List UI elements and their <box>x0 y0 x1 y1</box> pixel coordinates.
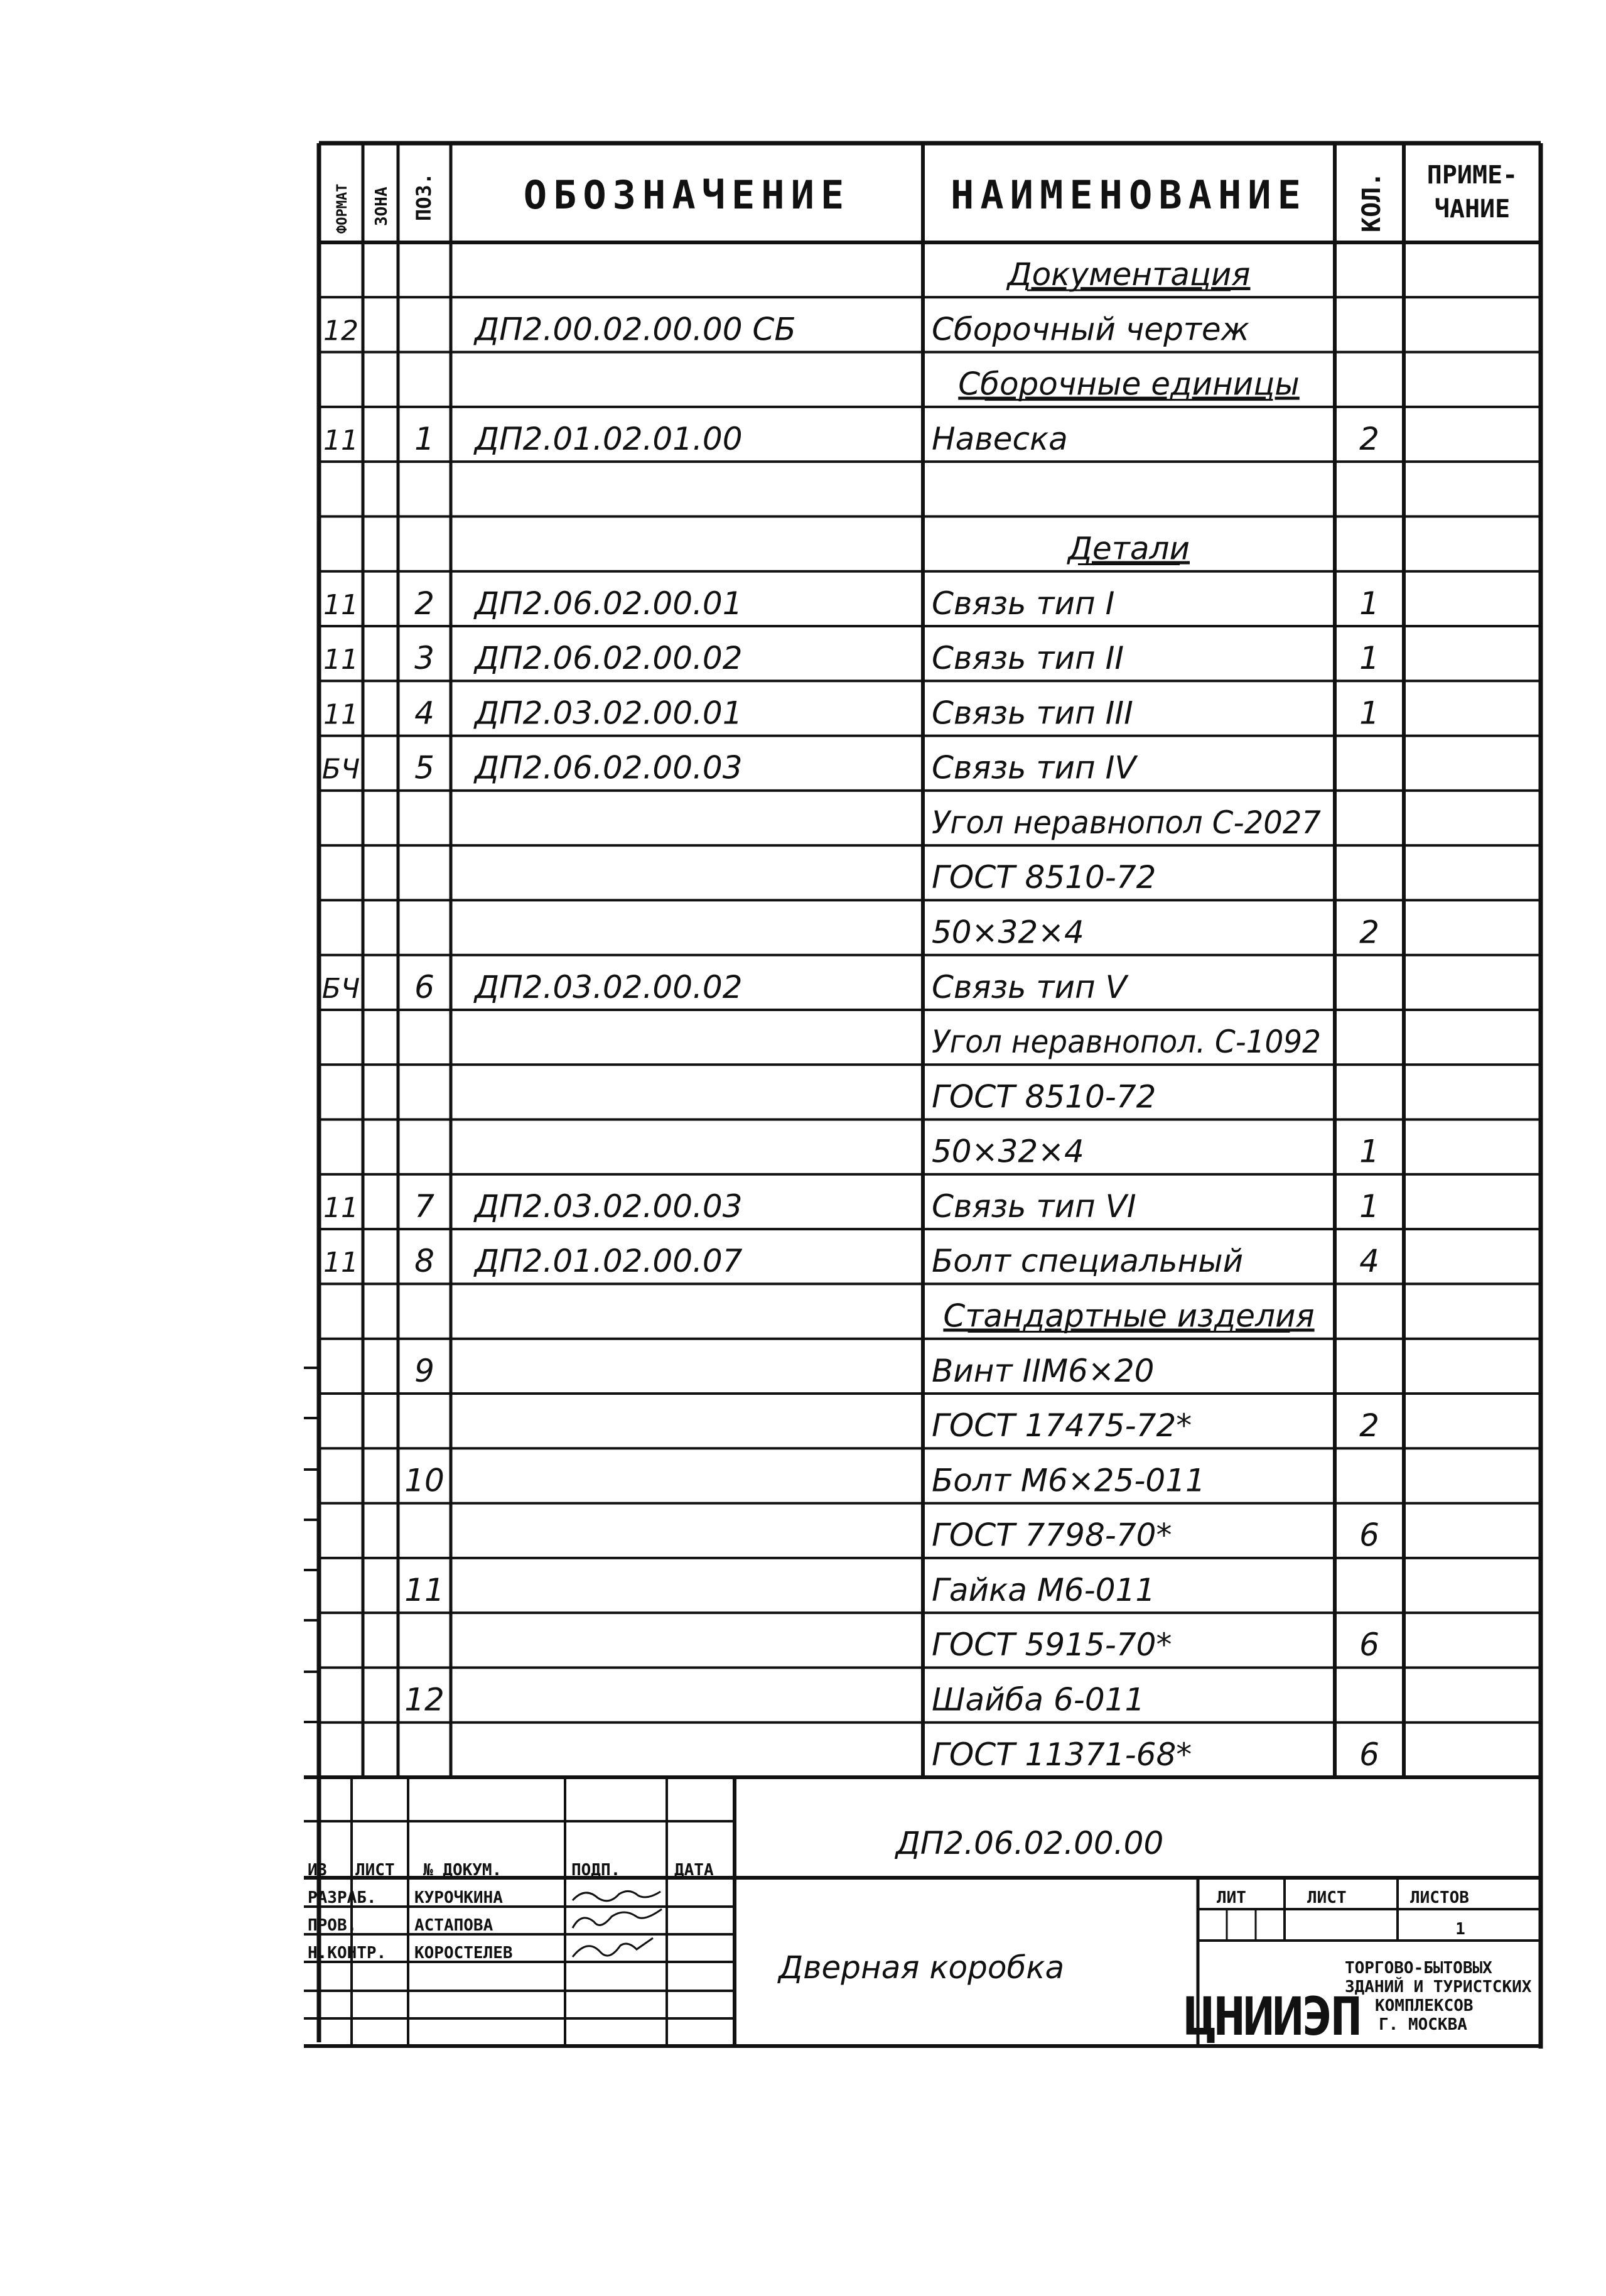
cell-name: 50×32×4 <box>932 914 1084 951</box>
cell-name: 50×32×4 <box>932 1133 1084 1170</box>
cell-pos: 2 <box>414 585 434 622</box>
table-row <box>958 366 1300 403</box>
table-row <box>932 1517 1379 1554</box>
role-ncontr: Н.КОНТР. <box>308 1944 387 1963</box>
cell-format: 11 <box>323 644 358 676</box>
cell-pos: 11 <box>404 1571 445 1608</box>
cell-pos: 5 <box>414 749 434 786</box>
cell-name: Связь тип III <box>932 695 1133 732</box>
table-row <box>943 1298 1314 1335</box>
cell-name: Сборочный чертеж <box>932 311 1249 348</box>
org-line1: ТОРГОВО-БЫТОВЫХ <box>1345 1959 1492 1978</box>
cell-name: Документация <box>1007 256 1251 293</box>
cell-format: 11 <box>323 698 358 731</box>
table-row <box>323 1243 1379 1279</box>
cell-qty: 6 <box>1359 1736 1379 1773</box>
cell-pos: 6 <box>414 968 434 1005</box>
cell-qty: 1 <box>1359 640 1379 677</box>
cell-name: ГОСТ 11371-68* <box>932 1736 1192 1773</box>
org-line3: КОМПЛЕКСОВ <box>1375 1996 1474 2015</box>
table-row <box>322 750 1139 786</box>
cell-designation: ДП2.01.02.01.00 <box>475 420 743 457</box>
spec-rows <box>322 256 1379 1773</box>
cell-designation: ДП2.03.02.00.03 <box>475 1188 743 1225</box>
cell-name: Связь тип IV <box>932 749 1136 786</box>
cell-name: Связь тип I <box>932 585 1115 622</box>
table-row <box>323 640 1379 676</box>
doc-number: ДП2.06.02.00.00 <box>895 1825 1164 1861</box>
table-header <box>335 161 1517 234</box>
title-block <box>304 1777 1541 2047</box>
row-lines <box>319 297 1541 1722</box>
col-sign: ПОДП. <box>571 1861 621 1880</box>
table-row <box>1067 531 1190 567</box>
table-row <box>1006 256 1251 293</box>
table-row <box>322 969 1129 1005</box>
cell-name: Винт IIМ6×20 <box>932 1352 1155 1389</box>
cell-format: 11 <box>323 1191 358 1224</box>
label-sheets: ЛИСТОВ <box>1410 1888 1469 1907</box>
table-row <box>404 1462 1205 1498</box>
label-lit: ЛИТ <box>1217 1888 1246 1907</box>
col-date: ДАТА <box>674 1861 714 1880</box>
table-row <box>323 311 1249 347</box>
role-razrab: РАЗРАБ. <box>308 1888 377 1907</box>
table-row <box>323 695 1379 731</box>
cell-format: 11 <box>323 424 358 457</box>
cell-name: ГОСТ 5915-70* <box>932 1627 1172 1664</box>
cell-designation: ДП2.06.02.00.03 <box>475 749 743 786</box>
cell-format: БЧ <box>321 972 360 1005</box>
header-format: ФОРМАТ <box>335 183 350 234</box>
org-line2: ЗДАНИЙ И ТУРИСТСКИХ <box>1345 1978 1532 1996</box>
sheets-value: 1 <box>1455 1920 1465 1939</box>
cell-pos: 9 <box>414 1352 434 1389</box>
cell-name: Связь тип VI <box>932 1188 1136 1225</box>
cell-qty: 6 <box>1359 1627 1379 1664</box>
cell-name: ГОСТ 7798-70* <box>932 1517 1172 1554</box>
cell-pos: 1 <box>414 420 434 457</box>
cell-designation: ДП2.03.02.00.01 <box>475 695 743 732</box>
cell-name: Связь тип II <box>932 640 1124 677</box>
org-logo: ЦНИИЭП <box>1184 1986 1360 2047</box>
header-qty: КОЛ. <box>1357 171 1386 232</box>
table-row <box>404 1572 1155 1608</box>
cell-format: 12 <box>323 315 358 347</box>
header-note-line2: ЧАНИЕ <box>1434 195 1511 224</box>
table-row <box>932 804 1321 841</box>
cell-format: БЧ <box>321 753 360 786</box>
cell-name: Гайка М6-011 <box>932 1571 1156 1608</box>
name-razrab: КУРОЧКИНА <box>414 1888 503 1907</box>
cell-name: Сборочные единицы <box>958 366 1300 403</box>
header-zone: ЗОНА <box>372 187 391 226</box>
cell-name: Связь тип V <box>932 968 1127 1005</box>
table-row <box>323 585 1379 622</box>
table-row <box>932 859 1156 896</box>
cell-pos: 10 <box>404 1462 445 1499</box>
col-izm: ИЗ <box>308 1861 328 1880</box>
cell-pos: 12 <box>404 1681 445 1718</box>
cell-designation: ДП2.06.02.00.01 <box>475 585 743 622</box>
header-name: НАИМЕНОВАНИЕ <box>951 172 1307 218</box>
cell-qty: 2 <box>1359 1407 1379 1444</box>
cell-name: ГОСТ 8510-72 <box>932 859 1156 896</box>
cell-qty: 1 <box>1359 585 1379 622</box>
cell-name: Болт М6×25-011 <box>932 1462 1205 1499</box>
cell-qty: 4 <box>1359 1243 1379 1280</box>
cell-format: 11 <box>323 1247 358 1279</box>
table-row <box>932 1407 1379 1444</box>
cell-designation: ДП2.01.02.00.07 <box>475 1243 743 1280</box>
signatures <box>573 1891 662 1957</box>
cell-pos: 4 <box>414 695 434 732</box>
cell-pos: 3 <box>414 640 434 677</box>
cell-designation: ДП2.03.02.00.02 <box>475 968 743 1005</box>
cell-designation: ДП2.06.02.00.02 <box>475 640 743 677</box>
cell-qty: 1 <box>1359 1188 1379 1225</box>
cell-name: Детали <box>1067 530 1190 567</box>
name-ncontr: КОРОСТЕЛЕВ <box>414 1944 513 1963</box>
document-title: Дверная коробка <box>779 1949 1065 1986</box>
cell-qty: 6 <box>1359 1517 1379 1554</box>
table-row <box>404 1682 1145 1718</box>
cell-name: Угол неравнопол. С-1092 <box>932 1024 1321 1061</box>
org-line4: Г. МОСКВА <box>1379 2015 1467 2034</box>
cell-name: Болт специальный <box>932 1243 1244 1280</box>
cell-name: Стандартные изделия <box>943 1297 1315 1335</box>
cell-name: ГОСТ 8510-72 <box>932 1078 1156 1115</box>
label-sheet: ЛИСТ <box>1307 1888 1347 1907</box>
role-prov: ПРОВ. <box>308 1916 357 1935</box>
cell-format: 11 <box>323 588 358 621</box>
table-row <box>932 1024 1321 1060</box>
col-list: ЛИСТ <box>355 1861 395 1880</box>
table-row <box>932 1134 1379 1170</box>
name-prov: АСТАПОВА <box>414 1916 493 1935</box>
cell-qty: 1 <box>1359 1133 1379 1170</box>
table-row <box>932 1736 1379 1773</box>
cell-qty: 2 <box>1359 420 1379 457</box>
table-row <box>932 1078 1156 1115</box>
table-row <box>414 1353 1154 1389</box>
cell-qty: 1 <box>1359 695 1379 732</box>
table-row <box>323 1188 1379 1225</box>
cell-designation: ДП2.00.02.00.00 СБ <box>475 311 796 348</box>
cell-name: ГОСТ 17475-72* <box>932 1407 1192 1444</box>
header-note-line1: ПРИМЕ- <box>1426 161 1518 190</box>
header-pos: ПОЗ. <box>412 172 436 221</box>
cell-qty: 2 <box>1359 914 1379 951</box>
cell-pos: 7 <box>414 1188 434 1225</box>
col-doc: № ДОКУМ. <box>423 1861 502 1880</box>
header-designation: ОБОЗНАЧЕНИЕ <box>523 172 851 218</box>
cell-name: Навеска <box>932 420 1068 457</box>
table-row <box>932 914 1379 951</box>
cell-name: Угол неравнопол С-2027 <box>932 804 1322 841</box>
table-row <box>932 1627 1379 1663</box>
cell-name: Шайба 6-011 <box>932 1681 1145 1718</box>
cell-pos: 8 <box>414 1243 434 1280</box>
table-row <box>323 421 1379 457</box>
